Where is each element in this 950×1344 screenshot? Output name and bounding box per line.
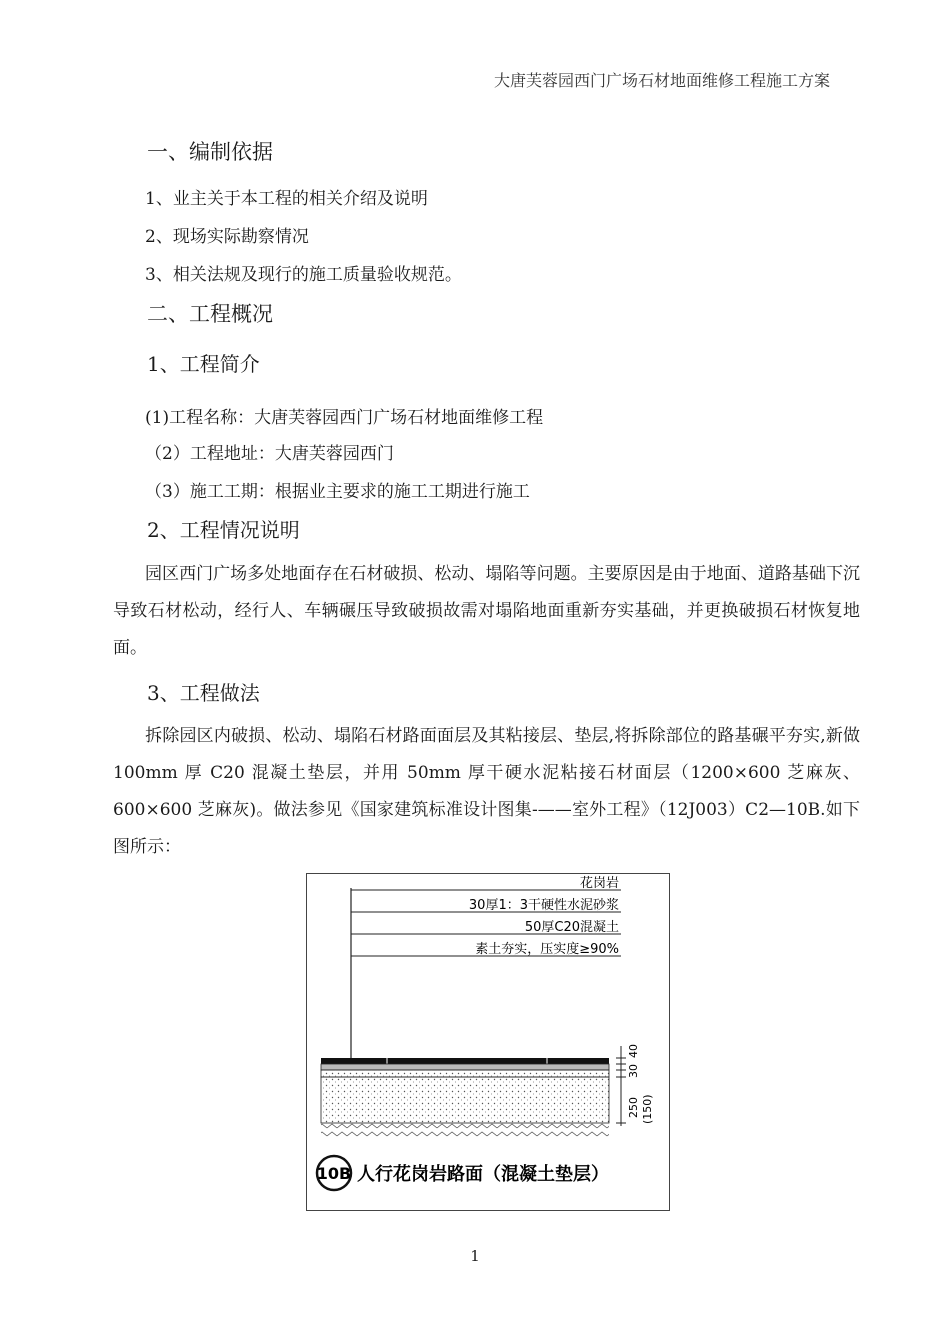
method-paragraph — [113, 718, 860, 866]
base-layer — [321, 1077, 609, 1123]
intro-item-address: （2）工程地址：大唐芙蓉园西门 — [145, 444, 394, 464]
concrete-layer — [321, 1070, 609, 1077]
subsection-heading-intro: 1、工程简介 — [147, 352, 260, 376]
layer-label-mortar: 30厚1：3干硬性水泥砂浆 — [468, 898, 619, 913]
subsection-heading-situation: 2、工程情况说明 — [147, 518, 300, 542]
section-heading-basis: 一、编制依据 — [147, 140, 273, 164]
situation-text: 园区西门广场多处地面存在石材破损、松动、塌陷等问题。主要原因是由于地面、道路基础下沉导致石材松动，经行人、车辆碾压导致破损故需对塌陷地面重新夯实基础，并更换破损石材恢复地面。 — [113, 564, 860, 658]
method-text: 拆除园区内破损、松动、塌陷石材路面面层及其粘接层、垫层,将拆除部位的路基碾平夯实,新做 100mm 厚 C20 混凝土垫层，并用 50mm 厚干硬水泥粘接石材面层（1200×600 芝麻灰、600×600 芝麻灰)。做法参见《国家建筑标准设计图集-——室外工程》（12J003）C2—10B.如下图所示： — [113, 726, 860, 857]
section-heading-overview: 二、工程概况 — [147, 302, 273, 326]
mortar-layer — [321, 1064, 609, 1070]
page-header: 大唐芙蓉园西门广场石材地面维修工程施工方案 — [493, 71, 830, 90]
detail-number-text: 10B — [316, 1164, 352, 1183]
dim-150: (150) — [641, 1094, 654, 1124]
soil-layer — [321, 1123, 609, 1137]
basis-item-3: 3、相关法规及现行的施工质量验收规范。 — [145, 265, 462, 285]
basis-item-2: 2、现场实际勘察情况 — [145, 227, 309, 247]
layer-label-soil: 素土夯实，压实度≥90% — [475, 942, 619, 957]
layer-label-granite: 花岗岩 — [579, 876, 619, 891]
pavement-detail-figure — [306, 873, 670, 1211]
pavement-section-drawing — [307, 874, 669, 1210]
subsection-heading-method: 3、工程做法 — [147, 681, 260, 705]
basis-item-1: 1、业主关于本工程的相关介绍及说明 — [145, 189, 428, 209]
page-number: 1 — [470, 1247, 480, 1265]
intro-item-name: (1)工程名称：大唐芙蓉园西门广场石材地面维修工程 — [145, 408, 544, 428]
figure-caption: 人行花岗岩路面（混凝土垫层） — [357, 1164, 609, 1185]
layer-label-concrete: 50厚C20混凝土 — [524, 920, 619, 935]
granite-layer — [321, 1058, 609, 1064]
dim-250: 250 — [627, 1097, 640, 1118]
dim-30: 30 — [627, 1064, 640, 1078]
situation-paragraph — [113, 556, 860, 667]
intro-item-period: （3）施工工期：根据业主要求的施工工期进行施工 — [145, 482, 530, 502]
dim-40: 40 — [627, 1044, 640, 1058]
